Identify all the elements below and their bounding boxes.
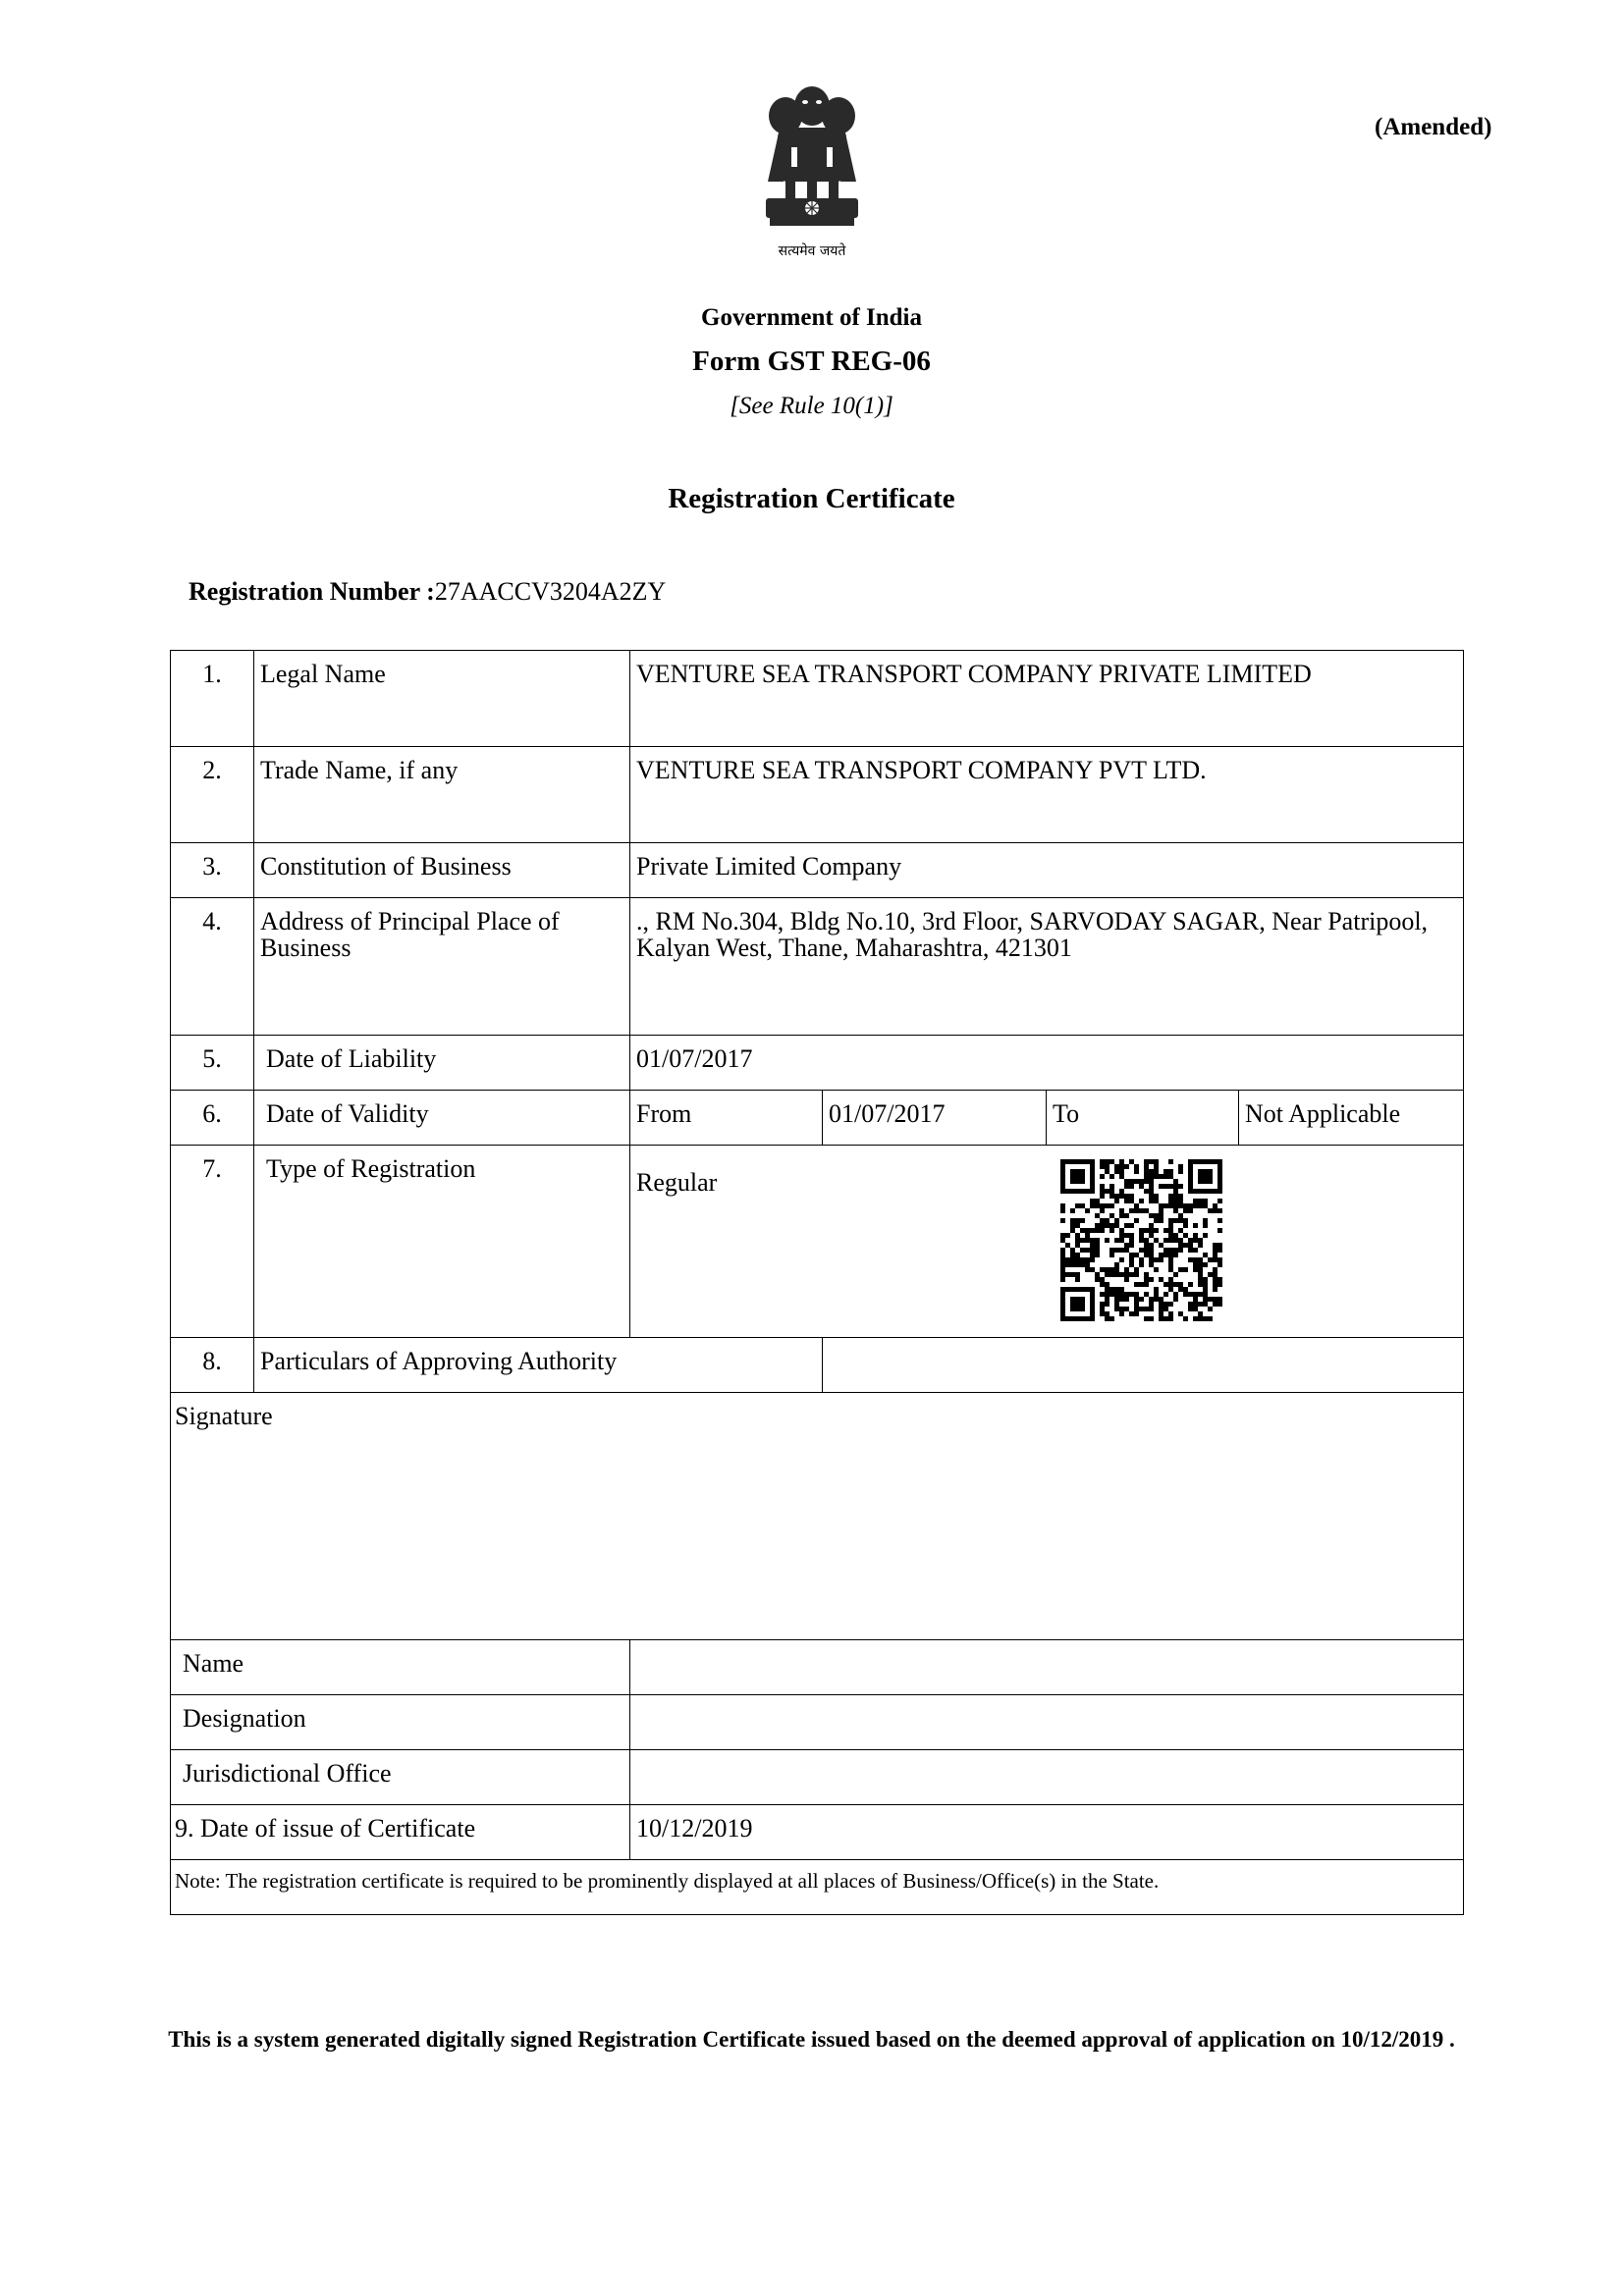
- designation-value: [630, 1695, 1464, 1750]
- qr-code-icon: [1060, 1159, 1222, 1321]
- row-number: 4.: [171, 898, 254, 1036]
- approving-authority-label: Particulars of Approving Authority: [254, 1338, 823, 1393]
- table-row: [171, 1695, 1464, 1750]
- registration-type-cell: [630, 1146, 1464, 1338]
- validity-to-label: To: [1047, 1091, 1239, 1146]
- table-row: [171, 1338, 1464, 1393]
- issue-date-value: 10/12/2019: [630, 1805, 1464, 1860]
- trade-name-value: VENTURE SEA TRANSPORT COMPANY PVT LTD.: [630, 747, 1464, 843]
- table-row: [171, 1860, 1464, 1915]
- rule-reference: [See Rule 10(1)]: [730, 393, 893, 419]
- table-row: [171, 1036, 1464, 1091]
- system-generated-statement: This is a system generated digitally signed Registration Certificate issued based on the deemed approval of application on 10/12/2019 .: [168, 2027, 1455, 2052]
- legal-name-value: VENTURE SEA TRANSPORT COMPANY PRIVATE LIMITED: [630, 651, 1464, 747]
- national-emblem: [748, 79, 876, 267]
- certificate-table: [170, 650, 1464, 1915]
- row-number: 2.: [171, 747, 254, 843]
- table-row: [171, 1750, 1464, 1805]
- registration-number-label: Registration Number :: [189, 577, 435, 606]
- table-row: [171, 843, 1464, 898]
- display-note: Note: The registration certificate is required to be prominently displayed at all places of Business/Office(s) in the State.: [171, 1860, 1464, 1915]
- trade-name-label: Trade Name, if any: [254, 747, 630, 843]
- table-row: [171, 1091, 1464, 1146]
- row-number: 5.: [171, 1036, 254, 1091]
- form-heading: Form GST REG-06: [692, 346, 931, 377]
- constitution-label: Constitution of Business: [254, 843, 630, 898]
- validity-from-label: From: [630, 1091, 823, 1146]
- table-row: [171, 651, 1464, 747]
- table-row: [171, 1393, 1464, 1640]
- certificate-title: Registration Certificate: [668, 483, 955, 514]
- address-value: ., RM No.304, Bldg No.10, 3rd Floor, SARVODAY SAGAR, Near Patripool, Kalyan West, Thane, Maharashtra, 421301: [630, 898, 1464, 1036]
- table-row: [171, 747, 1464, 843]
- registration-type-value: Regular: [636, 1168, 718, 1197]
- validity-to-date: Not Applicable: [1239, 1091, 1464, 1146]
- name-label: Name: [171, 1640, 630, 1695]
- lion-capital-icon: [748, 79, 876, 267]
- row-number: 8.: [171, 1338, 254, 1393]
- row-number: 7.: [171, 1146, 254, 1338]
- validity-label: Date of Validity: [254, 1091, 630, 1146]
- constitution-value: Private Limited Company: [630, 843, 1464, 898]
- amended-label: (Amended): [1375, 114, 1492, 140]
- government-heading: Government of India: [701, 304, 922, 331]
- validity-from-date: 01/07/2017: [823, 1091, 1047, 1146]
- table-row: [171, 1805, 1464, 1860]
- row-number: 1.: [171, 651, 254, 747]
- address-label: Address of Principal Place of Business: [254, 898, 630, 1036]
- signature-label: Signature: [171, 1393, 1464, 1640]
- registration-number: 27AACCV3204A2ZY: [434, 577, 667, 606]
- jurisdiction-label: Jurisdictional Office: [171, 1750, 630, 1805]
- table-row: [171, 1146, 1464, 1338]
- issue-date-label: 9. Date of issue of Certificate: [171, 1805, 630, 1860]
- row-number: 3.: [171, 843, 254, 898]
- table-row: [171, 898, 1464, 1036]
- liability-value: 01/07/2017: [630, 1036, 1464, 1091]
- approving-authority-value: [823, 1338, 1464, 1393]
- registration-number-line: [189, 577, 666, 607]
- jurisdiction-value: [630, 1750, 1464, 1805]
- row-number: 6.: [171, 1091, 254, 1146]
- designation-label: Designation: [171, 1695, 630, 1750]
- liability-label: Date of Liability: [254, 1036, 630, 1091]
- name-value: [630, 1640, 1464, 1695]
- table-row: [171, 1640, 1464, 1695]
- registration-type-label: Type of Registration: [254, 1146, 630, 1338]
- legal-name-label: Legal Name: [254, 651, 630, 747]
- emblem-motto: सत्यमेव जयते: [778, 243, 846, 259]
- qr-code: [1060, 1159, 1222, 1321]
